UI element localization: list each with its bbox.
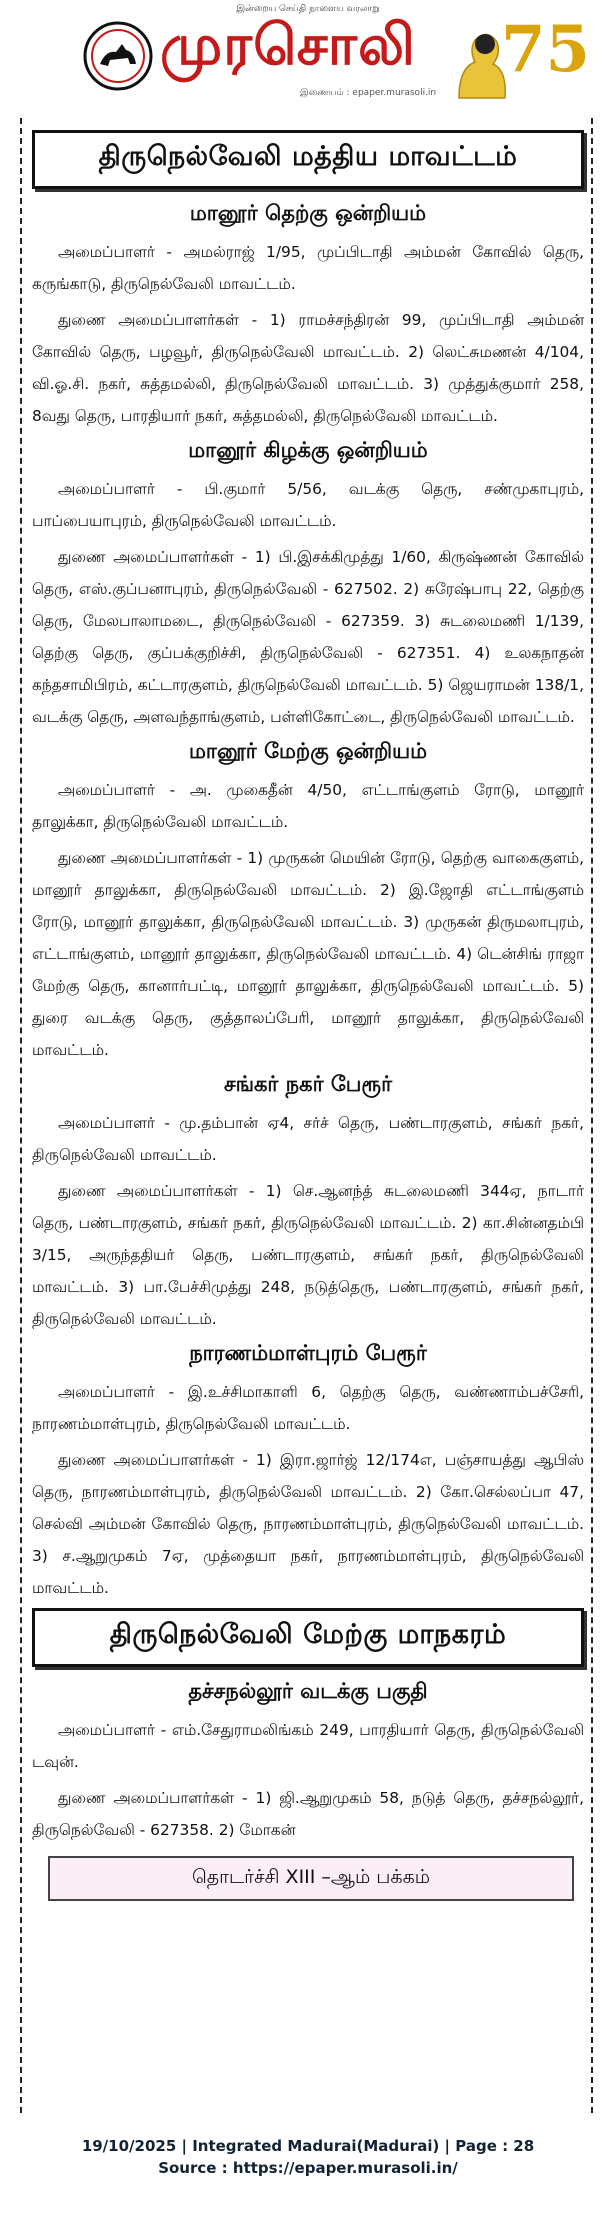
footer-source-link[interactable]: Source : https://epaper.murasoli.in/ (158, 2159, 458, 2177)
heading-manur-west: மானூர் மேற்கு ஒன்றியம் (189, 739, 427, 763)
footer-edition-line: 19/10/2025 | Integrated Madurai(Madurai) | Page : 28 (81, 2137, 535, 2155)
para-deputy-organizers: துணை அமைப்பாளர்கள் - 1) பி.இசக்கிமுத்து 1/60, கிருஷ்ணன் கோவில் தெரு, எஸ்.குப்பனாபுரம், திருநெல்வேலி - 627502. 2) சுரேஷ்பாபு 22, தெற்கு தெரு, மேலபாலாமடை, திருநெல்வேலி - 627359. 3) சுடலைமணி 1/139, தெற்கு தெரு, குப்பக்குறிச்சி, திருநெல்வேலி - 627351. 4) உலகநாதன் கந்தசாமிபிரம், கட்டாரகுளம், திருநெல்வேலி மாவட்டம். 5) ஜெயராமன் 138/1, வடக்கு தெரு, அளவந்தாங்குளம், பள்ளிகோட்டை, திருநெல்வேலி மாவட்டம். (32, 548, 584, 726)
heading-sankar-nagar: சங்கர் நகர் பேரூர் (223, 1072, 393, 1096)
continuation-note: தொடர்ச்சி XIII –ஆம் பக்கம் (48, 1856, 574, 1901)
para-organizer: அமைப்பாளர் - பி.குமார் 5/56, வடக்கு தெரு, சண்முகாபுரம், பாப்பையாபுரம், திருநெல்வேலி மாவட்டம். (32, 480, 584, 530)
para-organizer: அமைப்பாளர் - இ.உச்சிமாகாளி 6, தெற்கு தெரு, வண்ணாம்பச்சேரி, நாரணம்மாள்புரம், திருநெல்வேலி மாவட்டம். (32, 1383, 584, 1433)
newspaper-logo: முரசொலி (160, 13, 416, 78)
para-organizer: அமைப்பாளர் - எம்.சேதுராமலிங்கம் 249, பாரதியார் தெரு, திருநெல்வேலி டவுன். (32, 1721, 584, 1771)
para-organizer: அமைப்பாளர் - அமல்ராஜ் 1/95, முப்பிடாதி அம்மன் கோவில் தெரு, கருங்காடு, திருநெல்வேலி மாவட்டம். (32, 243, 584, 293)
para-organizer: அமைப்பாளர் - அ. முகைதீன் 4/50, எட்டாங்குளம் ரோடு, மானூர் தாலுக்கா, திருநெல்வேலி மாவட்டம். (32, 781, 584, 831)
masthead-web: இணையம் : epaper.murasoli.in (300, 88, 437, 98)
para-deputy-organizers: துணை அமைப்பாளர்கள் - 1) ஜி.ஆறுமுகம் 58, நடுத் தெரு, தச்சநல்லூர், திருநெல்வேலி - 627358. 2) மோகன் (32, 1789, 584, 1839)
section-banner-west-city: திருநெல்வேலி மேற்கு மாநகரம் (32, 1608, 584, 1667)
para-organizer: அமைப்பாளர் - மு.தம்பான் ஏ4, சர்ச் தெரு, பண்டாரகுளம், சங்கர் நகர், திருநெல்வேலி மாவட்டம். (32, 1114, 584, 1164)
heading-manur-south: மானூர் தெற்கு ஒன்றியம் (189, 201, 427, 225)
anniversary-number: 75 (501, 12, 591, 87)
para-deputy-organizers: துணை அமைப்பாளர்கள் - 1) முருகன் மெயின் ரோடு, தெற்கு வாகைகுளம், மானூர் தாலுக்கா, திருநெல்வேலி மாவட்டம். 2) இ.ஜோதி எட்டாங்குளம் ரோடு, மானூர் தாலுக்கா, திருநெல்வேலி மாவட்டம். 3) முருகன் திருமலாபுரம், எட்டாங்குளம், மானூர் தாலுக்கா, திருநெல்வேலி மாவட்டம். 4) டென்சிங் ராஜா மேற்கு தெரு, கானார்பட்டி, மானூர் தாலுக்கா, திருநெல்வேலி மாவட்டம். 5) துரை வடக்கு தெரு, குத்தாலப்பேரி, மானூர் தாலுக்கா, திருநெல்வேலி மாவட்டம். (32, 849, 584, 1059)
page-footer (0, 2135, 616, 2179)
article-column (30, 126, 586, 1901)
para-deputy-organizers: துணை அமைப்பாளர்கள் - 1) ராமச்சந்திரன் 99, முப்பிடாதி அம்மன் கோவில் தெரு, பழவூர், திருநெல்வேலி மாவட்டம். 2) லெட்சுமணன் 4/104, வி.ஓ.சி. நகர், சுத்தமல்லி, திருநெல்வேலி மாவட்டம். 3) முத்துக்குமார் 258, 8வது தெரு, பாரதியார் நகர், சுத்தமல்லி, திருநெல்வேலி மாவட்டம். (32, 311, 584, 425)
masthead (0, 0, 616, 118)
party-emblem-icon (82, 20, 154, 92)
heading-naranammalpuram: நாரணம்மாள்புரம் பேரூர் (189, 1341, 427, 1365)
anniversary-badge (445, 12, 591, 104)
heading-thachanallur-north: தச்சநல்லூர் வடக்கு பகுதி (188, 1679, 428, 1703)
para-deputy-organizers: துணை அமைப்பாளர்கள் - 1) செ.ஆனந்த் சுடலைமணி 344ஏ, நாடார் தெரு, பண்டாரகுளம், சங்கர் நகர், திருநெல்வேலி மாவட்டம். 2) கா.சின்னதம்பி 3/15, அருந்ததியர் தெரு, பண்டாரகுளம், சங்கர் நகர், திருநெல்வேலி மாவட்டம். 3) பா.பேச்சிமுத்து 248, நடுத்தெரு, பண்டாரகுளம், சங்கர் நகர், திருநெல்வேலி மாவட்டம். (32, 1182, 584, 1328)
heading-manur-east: மானூர் கிழக்கு ஒன்றியம் (188, 438, 428, 462)
masthead-tagline: இன்றைய செய்தி நாளைய வரலாறு (236, 4, 380, 14)
section-banner-central-district: திருநெல்வேலி மத்திய மாவட்டம் (32, 130, 584, 189)
para-deputy-organizers: துணை அமைப்பாளர்கள் - 1) இரா.ஜார்ஜ் 12/174எ, பஞ்சாயத்து ஆபிஸ் தெரு, நாரணம்மாள்புரம், திருநெல்வேலி மாவட்டம். 2) கோ.செல்லப்பா 47, செல்வி அம்மன் கோவில் தெரு, நாரணம்மாள்புரம், திருநெல்வேலி மாவட்டம். 3) ச.ஆறுமுகம் 7ஏ, முத்தையா நகர், நாரணம்மாள்புரம், திருநெல்வேலி மாவட்டம். (32, 1451, 584, 1597)
